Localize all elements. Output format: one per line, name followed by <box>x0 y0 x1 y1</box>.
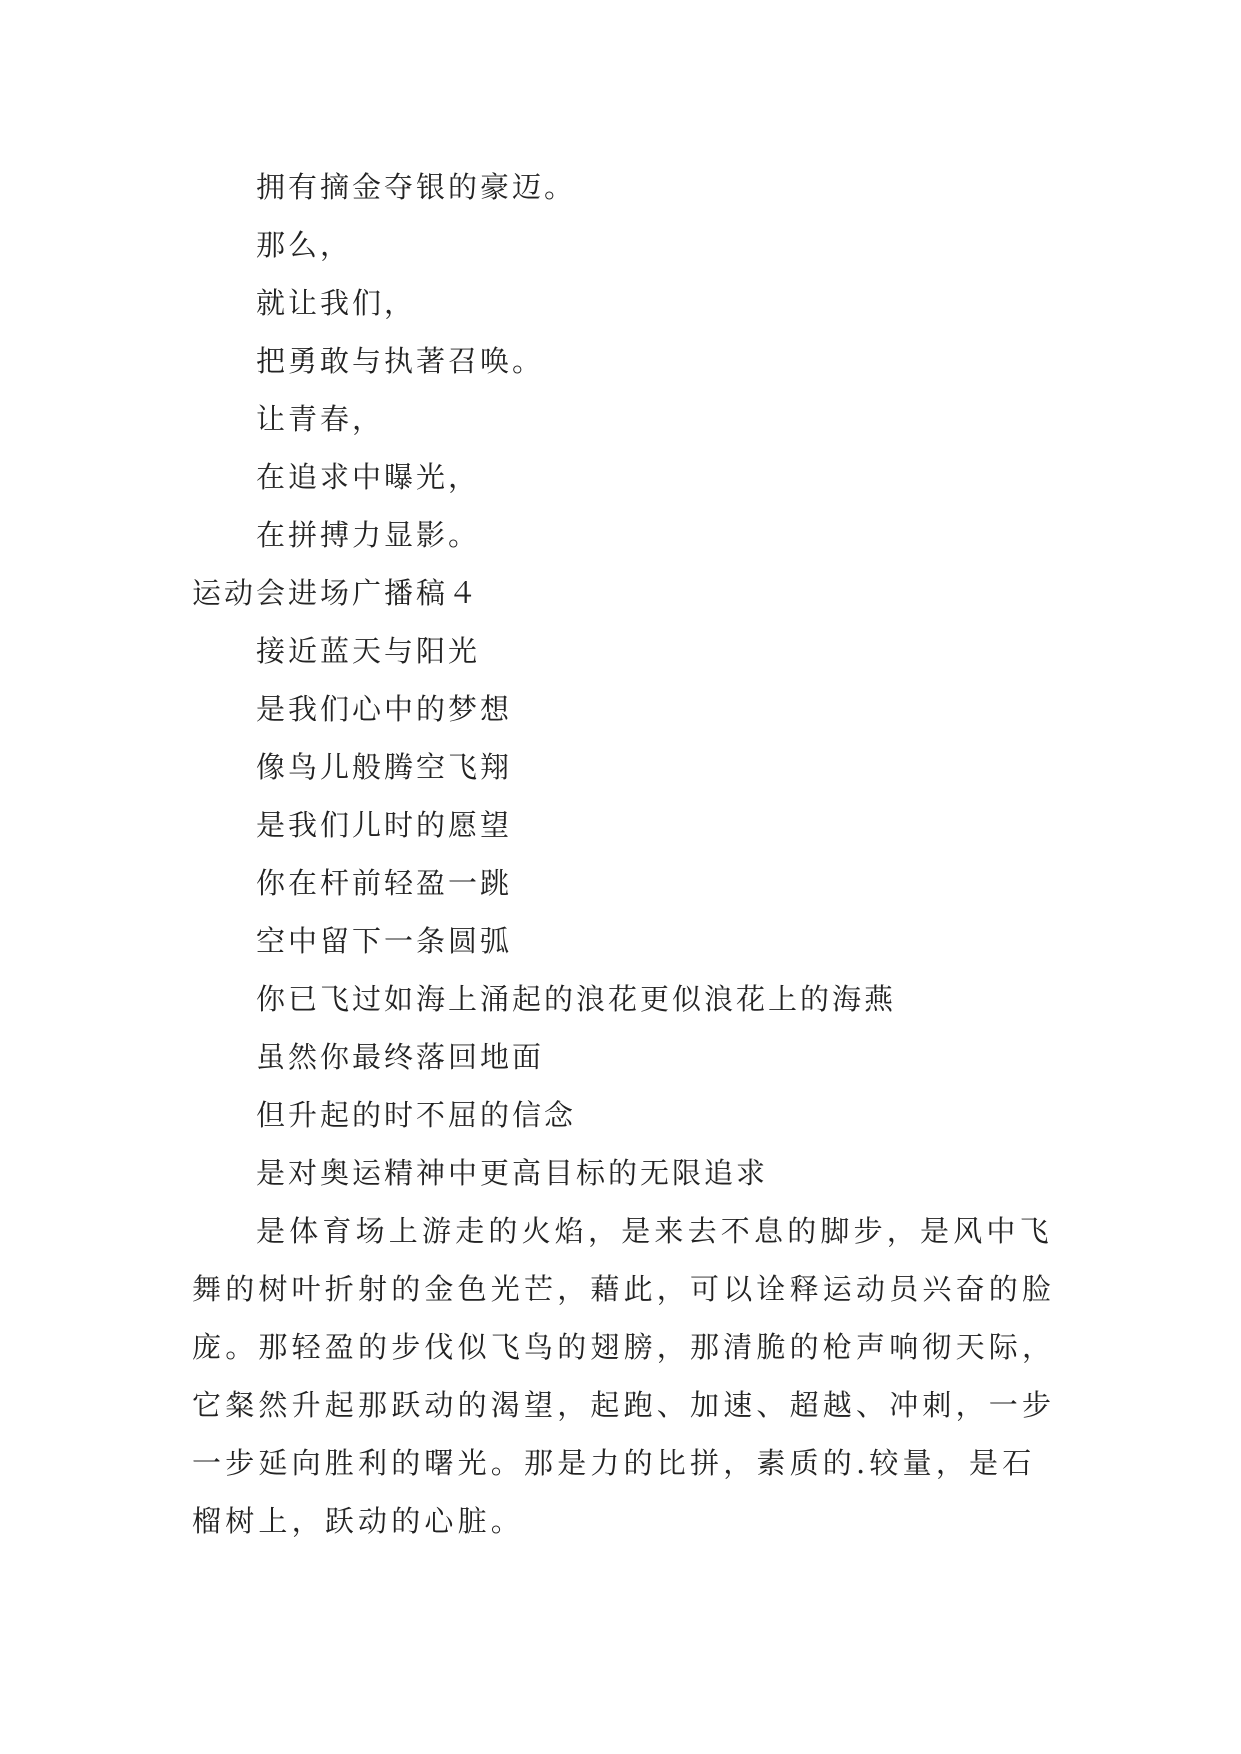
poem-line: 在追求中曝光， <box>256 460 481 494</box>
document-body <box>192 158 1062 1550</box>
poem-line: 是对奥运精神中更高目标的无限追求 <box>256 1156 769 1190</box>
prose-paragraph <box>192 1202 1062 1550</box>
poem-line: 是我们心中的梦想 <box>256 692 513 726</box>
poem-line: 你在杆前轻盈一跳 <box>256 866 513 900</box>
poem-line: 但升起的时不屈的信念 <box>256 1098 577 1132</box>
paragraph-line: 榴树上，跃动的心脏。 <box>192 1504 525 1538</box>
poem-line: 空中留下一条圆弧 <box>256 924 513 958</box>
poem-line: 在拼搏力显影。 <box>256 518 481 552</box>
poem-section-ending <box>192 158 1062 564</box>
paragraph-line: 是体育场上游走的火焰，是来去不息的脚步，是风中飞 <box>256 1214 1053 1248</box>
poem-line: 接近蓝天与阳光 <box>256 634 481 668</box>
paragraph-line: 庞。那轻盈的步伐似飞鸟的翅膀，那清脆的枪声响彻天际， <box>192 1330 1056 1364</box>
poem-line: 是我们儿时的愿望 <box>256 808 513 842</box>
poem-line: 像鸟儿般腾空飞翔 <box>256 750 513 784</box>
poem-line: 虽然你最终落回地面 <box>256 1040 545 1074</box>
poem-section <box>192 622 1062 1202</box>
section-heading: 运动会进场广播稿４ <box>192 576 481 610</box>
paragraph-line: 一步延向胜利的曙光。那是力的比拼，素质的.较量，是石 <box>192 1446 1036 1480</box>
poem-line: 拥有摘金夺银的豪迈。 <box>256 170 577 204</box>
paragraph-line: 它粲然升起那跃动的渴望，起跑、加速、超越、冲刺，一步 <box>192 1388 1056 1422</box>
poem-line: 你已飞过如海上涌起的浪花更似浪花上的海燕 <box>256 982 897 1016</box>
paragraph-line: 舞的树叶折射的金色光芒，藉此，可以诠释运动员兴奋的脸 <box>192 1272 1056 1306</box>
poem-line: 那么， <box>256 228 353 262</box>
poem-line: 就让我们， <box>256 286 417 320</box>
poem-line: 让青春， <box>256 402 385 436</box>
poem-line: 把勇敢与执著召唤。 <box>256 344 545 378</box>
